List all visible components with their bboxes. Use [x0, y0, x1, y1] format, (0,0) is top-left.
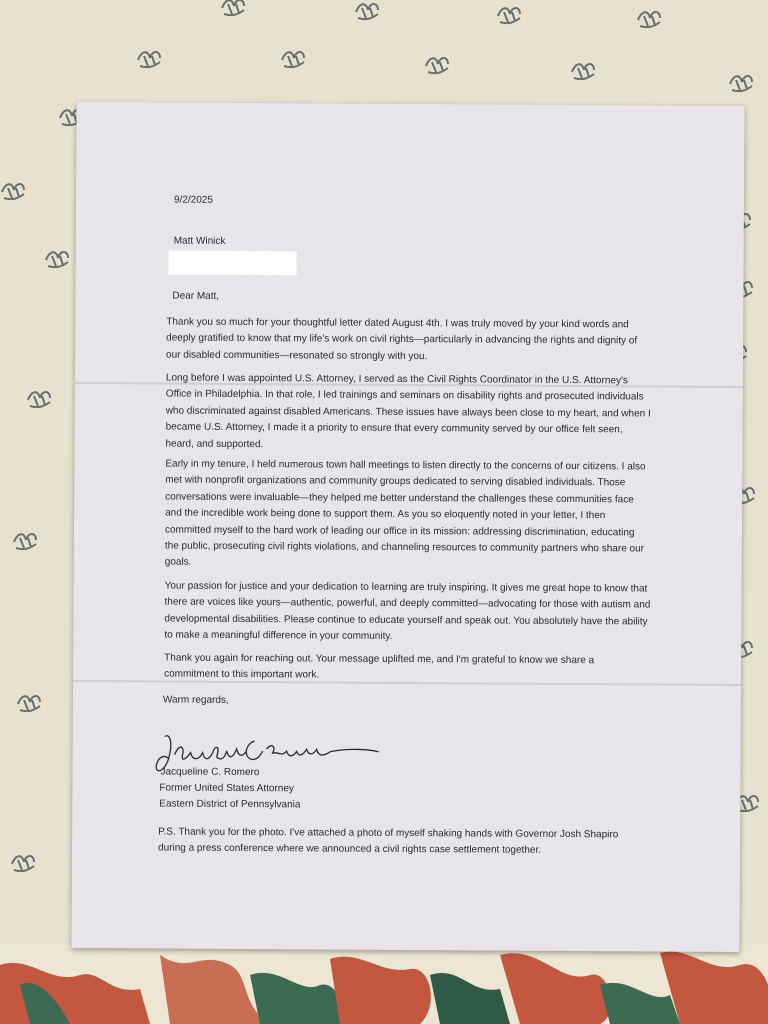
bee-motif-icon [132, 46, 166, 74]
bee-motif-icon [40, 246, 74, 274]
bee-motif-icon [566, 58, 600, 86]
bee-motif-icon [724, 70, 758, 98]
floral-pattern-icon [0, 945, 768, 1024]
bee-motif-icon [420, 52, 454, 80]
closing: Warm regards, [162, 694, 229, 706]
paragraph-4: Your passion for justice and your dedication to learning are truly inspiring. It gives me great hope to know that there are voices like yours—authentic, powerful, and deeply committed—advocating for those with autism and developmental disabilities. Please continue to educate yourself and speak out. You absolutely have the ability to make a meaningful difference in your community. [164, 580, 651, 643]
paragraph-1: Thank you so much for your thoughtful letter dated August 4th. I was truly moved by your kind words and deeply gratified to know that my life's work on civil rights—particularly in advancing the rights and dignity of our disabled communities—resonated so strongly with you. [166, 316, 638, 362]
paragraph-5: Thank you again for reaching out. Your message uplifted me, and I'm grateful to know we share a commitment to this important work. [164, 652, 595, 681]
redacted-address [169, 251, 297, 276]
paragraph-3: Early in my tenure, I held numerous town hall meetings to listen directly to the concerns of our citizens. I also met with nonprofit organizations and community groups dedicated to serving disabled individuals. Those conversations were invaluable—they helped me better understand the challenges these communities face and the incredible work being done to support them. As you so eloquently noted in your letter, I then committed myself to the hard work of leading our office in its mission: addressing discrimination, educating the public, prosecuting civil rights violations, and channeling resources to community partners who share our goals. [164, 458, 646, 569]
signer-title: Former United States Attorney [159, 782, 294, 795]
bee-motif-icon [0, 178, 30, 206]
signer-name: Jacqueline C. Romero [160, 766, 260, 779]
bee-motif-icon [6, 850, 40, 878]
postscript: P.S. Thank you for the photo. I've attached a photo of myself shaking hands with Governor Josh Shapiro during a press conference where we announced a civil rights case settlement together. [157, 826, 619, 857]
bee-motif-icon [632, 6, 666, 34]
salutation: Dear Matt, [172, 290, 220, 302]
bee-motif-icon [216, 0, 250, 22]
letter-page [71, 102, 744, 952]
letter-date: 9/2/2025 [173, 194, 213, 206]
bee-motif-icon [8, 528, 42, 556]
bee-motif-icon [350, 0, 384, 26]
paragraph-2: Long before I was appointed U.S. Attorney, I served as the Civil Rights Coordinator in the U.S. Attorney's Office in Philadelphia. In that role, I led trainings and seminars on disability rights and prosecuted individuals who discriminated against disabled Americans. These issues have always been close to my heart, and when I became U.S. Attorney, I made it a priority to ensure that every community served by our office felt seen, heard, and supported. [165, 372, 651, 450]
bee-motif-icon [276, 46, 310, 74]
bee-motif-icon [492, 2, 526, 30]
bee-motif-icon [22, 386, 56, 414]
bee-motif-icon [12, 690, 46, 718]
floral-fabric [0, 945, 768, 1024]
recipient-name: Matt Winick [173, 235, 226, 247]
signer-district: Eastern District of Pennsylvania [159, 798, 301, 811]
